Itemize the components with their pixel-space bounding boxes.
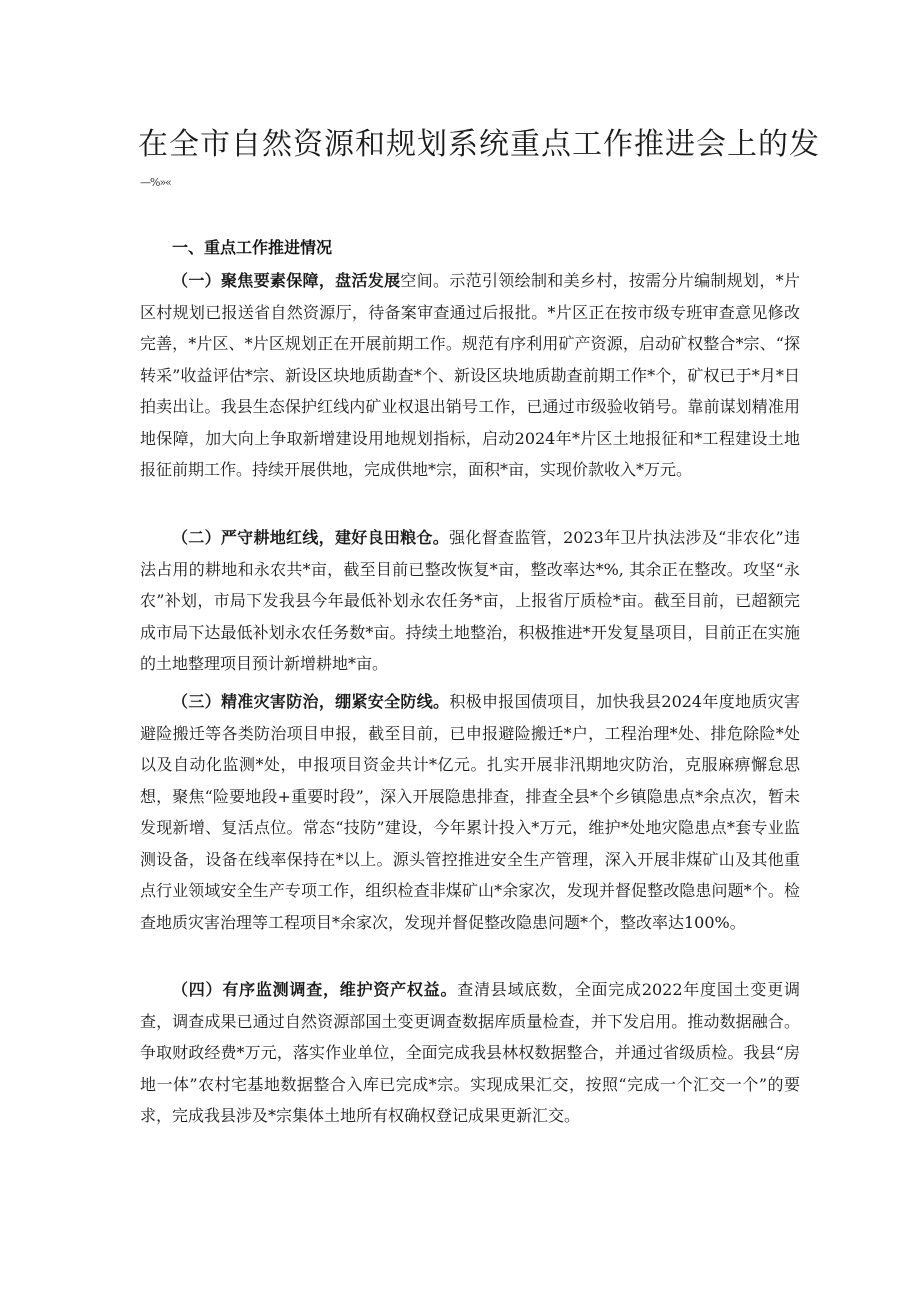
- paragraph-2: [140, 522, 800, 680]
- paragraph-3-body: 积极申报国债项目，加快我县2024年度地质灾害避险搬迁等各类防治项目申报，截至目前，已申报避险搬迁*户，工程治理*处、排危除险*处以及自动化监测*处，申报项目资金共计*亿元。扎实开展非汛期地灾防治，克服麻痹懈怠思想，聚焦“险要地段+重要时段”，深入开展隐患排查，排查全县*个乡镇隐患点*余点次，暂未发现新增、复活点位。常态“技防”建设，今年累计投入*万元，维护*处地灾隐患点*套专业监测设备，设备在线率保持在*以上。源头管控推进安全生产管理，深入开展非煤矿山及其他重点行业领域安全生产专项工作，组织检查非煤矿山*余家次，发现并督促整改隐患问题*个。检查地质灾害治理等工程项目*余家次，发现并督促整改隐患问题*个，整改率达100%。: [140, 692, 800, 932]
- paragraph-1-body: 空间。示范引领绘制和美乡村，按需分片编制规划，*片区村规划已报送省自然资源厅，待备案审查通过后报批。*片区正在按市级专班审查意见修改完善，*片区、*片区规划正在开展前期工作。规范有序利用矿产资源，启动矿权整合*宗、“探转采”收益评估*宗、新设区块地质勘查*个、新设区块地质勘查前期工作*个，矿权已于*月*日拍卖出让。我县生态保护红线内矿业权退出销号工作，已通过市级验收销号。靠前谋划精准用地保障，加大向上争取新增建设用地规划指标，启动2024年*片区土地报征和*工程建设土地报征前期工作。持续开展供地，完成供地*宗，面积*亩，实现价款收入*万元。: [140, 271, 800, 479]
- paragraph-4-body: 查清县域底数，全面完成2022年度国土变更调查，调查成果已通过自然资源部国土变更调查数据库质量检查，并下发启用。推动数据融合。争取财政经费*万元，落实作业单位，全面完成我县林权数据整合，并通过省级质检。我县“房地一体”农村宅基地数据整合入库已完成*宗。实现成果汇交，按照“完成一个汇交一个”的要求，完成我县涉及*宗集体土地所有权确权登记成果更新汇交。: [140, 980, 800, 1125]
- paragraph-4-lead: （四）有序监测调查，维护资产权益。: [172, 980, 458, 999]
- paragraph-2-body: 强化督查监管，2023年卫片执法涉及“非农化”违法占用的耕地和永农共*亩，截至目前已整改恢复*亩，整改率达*%, 其余正在整改。攻坚“永农”补划，市局下发我县今年最低补划永农任务*亩，上报省厅质检*亩。截至目前，已超额完成市局下达最低补划永农任务数*亩。持续土地整治，积极推进*开发复垦项目，目前正在实施的土地整理项目预计新增耕地*亩。: [140, 528, 800, 673]
- paragraph-3-lead: （三）精准灾害防治，绷紧安全防线。: [172, 692, 450, 711]
- document-title-continuation: —%»«: [140, 176, 171, 189]
- paragraph-2-lead: （二）严守耕地红线，建好良田粮仓。: [172, 528, 450, 547]
- paragraph-1: [140, 265, 800, 486]
- paragraph-3: [140, 686, 800, 938]
- paragraph-4: [140, 974, 800, 1132]
- document-title: 在全市自然资源和规划系统重点工作推进会上的发: [138, 127, 820, 162]
- paragraph-1-lead: （一）聚焦要素保障，盘活发展: [172, 271, 401, 290]
- section-heading: 一、重点工作推进情况: [172, 238, 333, 257]
